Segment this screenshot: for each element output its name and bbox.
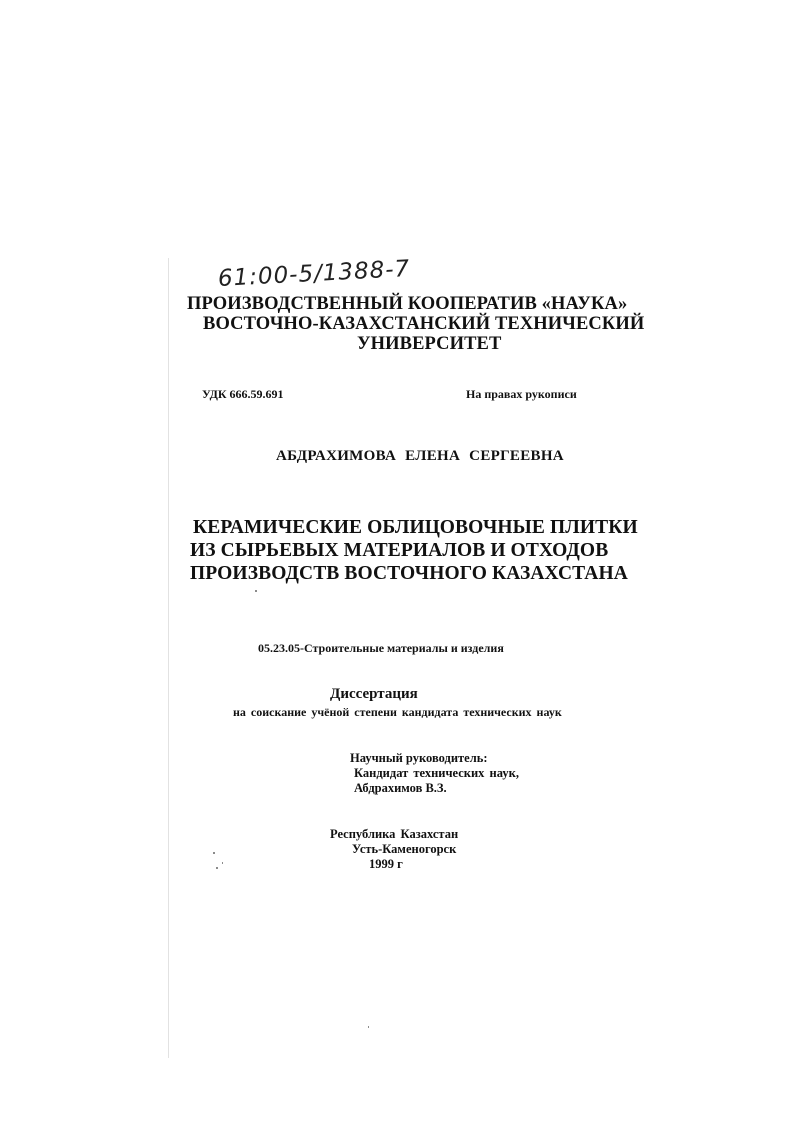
rights-note: На правах рукописи — [466, 387, 577, 401]
scan-speck — [213, 852, 215, 854]
author-name: АБДРАХИМОВА ЕЛЕНА СЕРГЕЕВНА — [276, 448, 564, 464]
title-line-3: ПРОИЗВОДСТВ ВОСТОЧНОГО КАЗАХСТАНА — [190, 563, 628, 584]
organization-line-1: ПРОИЗВОДСТВЕННЫЙ КООПЕРАТИВ «НАУКА» — [187, 294, 628, 314]
udk-code: УДК 666.59.691 — [202, 387, 284, 401]
dissertation-purpose: на соискание учёной степени кандидата технических наук — [233, 705, 562, 719]
scan-speck — [216, 867, 218, 869]
organization-line-3: УНИВЕРСИТЕТ — [357, 334, 502, 354]
place-city: Усть-Каменогорск — [352, 842, 457, 856]
organization-line-2: ВОСТОЧНО-КАЗАХСТАНСКИЙ ТЕХНИЧЕСКИЙ — [203, 314, 645, 334]
dissertation-label: Диссертация — [330, 686, 418, 702]
place-country: Республика Казахстан — [330, 827, 459, 841]
scan-edge — [168, 258, 169, 1058]
supervisor-name: Абдрахимов В.З. — [354, 781, 447, 795]
scan-speck — [368, 1026, 369, 1028]
supervisor-degree: Кандидат технических наук, — [354, 766, 519, 780]
archive-number: 61:00-5/1388-7 — [217, 255, 411, 292]
title-line-1: КЕРАМИЧЕСКИЕ ОБЛИЦОВОЧНЫЕ ПЛИТКИ — [193, 517, 638, 538]
scan-speck — [222, 862, 223, 864]
supervisor-label: Научный руководитель: — [350, 751, 488, 765]
scan-speck — [255, 590, 257, 592]
specialty-code: 05.23.05-Строительные материалы и изделия — [258, 641, 504, 655]
title-line-2: ИЗ СЫРЬЕВЫХ МАТЕРИАЛОВ И ОТХОДОВ — [190, 540, 609, 561]
place-year: 1999 г — [369, 857, 403, 871]
